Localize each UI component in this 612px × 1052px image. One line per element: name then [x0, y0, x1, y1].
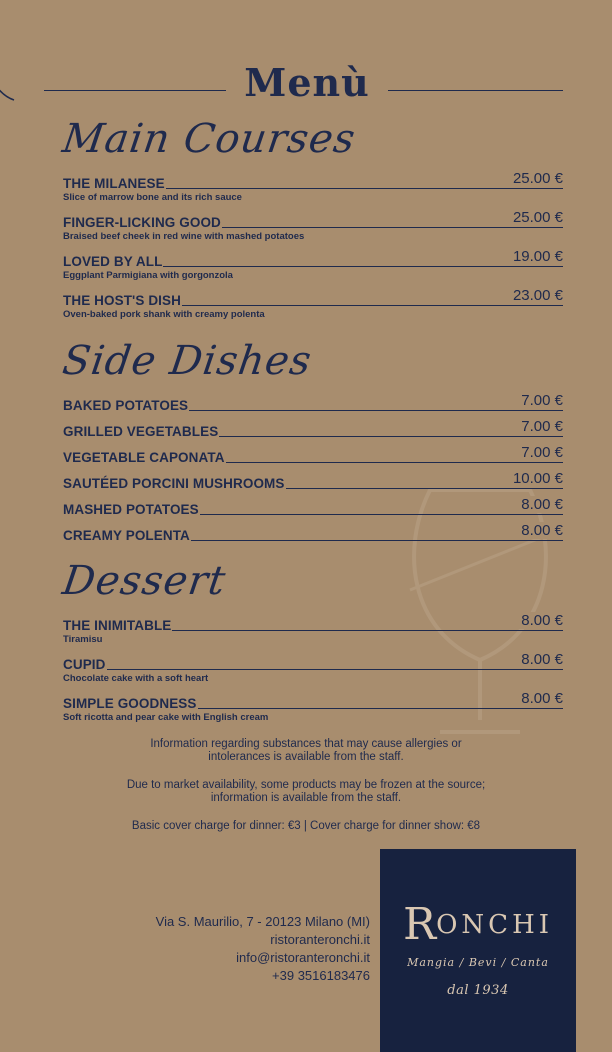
item-name: LOVED BY ALL: [63, 254, 163, 269]
allergen-note-line-2: intolerances is available from the staff.: [208, 751, 404, 763]
item-description: Chocolate cake with a soft heart: [63, 673, 209, 684]
menu-item: [63, 419, 563, 439]
allergen-note: [100, 738, 512, 764]
menu-item: [63, 210, 563, 242]
contact-info: [156, 913, 370, 985]
menu-item: [63, 471, 563, 491]
logo-tagline: Mangia / Bevi / Canta: [407, 956, 549, 969]
menu-item: [63, 652, 563, 684]
item-name: THE INIMITABLE: [63, 618, 172, 633]
menu-item: [63, 171, 563, 203]
item-name: CUPID: [63, 657, 106, 672]
item-price: 8.00 €: [517, 612, 563, 629]
item-name: MASHED POTATOES: [63, 502, 199, 517]
allergen-note-line-1: Information regarding substances that may cause allergies or: [150, 738, 462, 750]
menu-item: [63, 691, 563, 723]
logo-wordmark-rest: ONCHI: [436, 910, 554, 940]
header-rule-right: [388, 90, 563, 91]
item-name: SAUTÉED PORCINI MUSHROOMS: [63, 476, 285, 491]
restaurant-logo: [380, 849, 576, 1052]
menu-item: [63, 613, 563, 645]
menu-title: Menù: [244, 60, 370, 105]
phone-number[interactable]: +39 3516183476: [272, 968, 370, 983]
email-link[interactable]: info@ristoranteronchi.it: [236, 950, 370, 965]
logo-initial: R: [402, 899, 437, 950]
item-price: 8.00 €: [517, 690, 563, 707]
item-price: 10.00 €: [509, 470, 563, 487]
menu-header: [0, 60, 612, 116]
item-name: CREAMY POLENTA: [63, 528, 190, 543]
menu-item: [63, 445, 563, 465]
frozen-note-line-1: Due to market availability, some products may be frozen at the source;: [126, 779, 486, 791]
item-price: 8.00 €: [517, 496, 563, 513]
item-description: Oven-baked pork shank with creamy polenta: [63, 309, 265, 320]
item-price: 7.00 €: [517, 444, 563, 461]
menu-item: [63, 249, 563, 281]
item-price: 7.00 €: [517, 418, 563, 435]
item-price: 23.00 €: [509, 287, 563, 304]
item-name: VEGETABLE CAPONATA: [63, 450, 225, 465]
menu-item: [63, 393, 563, 413]
item-leader-line: [63, 669, 563, 670]
item-name: THE MILANESE: [63, 176, 165, 191]
frozen-note: [100, 779, 512, 805]
header-rule-left: [44, 90, 226, 91]
item-price: 8.00 €: [517, 522, 563, 539]
item-description: Soft ricotta and pear cake with English cream: [63, 712, 269, 723]
item-description: Eggplant Parmigiana with gorgonzola: [63, 270, 233, 281]
item-name: THE HOST'S DISH: [63, 293, 181, 308]
item-name: GRILLED VEGETABLES: [63, 424, 219, 439]
address: Via S. Maurilio, 7 - 20123 Milano (MI): [155, 914, 370, 929]
section-title-main-courses: Main Courses: [59, 116, 359, 162]
item-name: BAKED POTATOES: [63, 398, 189, 413]
cover-charge-note: Basic cover charge for dinner: €3 | Cover charge for dinner show: €8: [131, 820, 481, 832]
item-name: SIMPLE GOODNESS: [63, 696, 197, 711]
menu-notes: [100, 738, 512, 848]
section-title-dessert: Dessert: [59, 558, 229, 604]
menu-item: [63, 523, 563, 543]
item-price: 25.00 €: [509, 209, 563, 226]
menu-item: [63, 497, 563, 517]
menu-item: [63, 288, 563, 320]
item-description: Tiramisu: [63, 634, 103, 645]
item-price: 25.00 €: [509, 170, 563, 187]
frozen-note-line-2: information is available from the staff.: [210, 792, 402, 804]
item-price: 7.00 €: [517, 392, 563, 409]
item-description: Slice of marrow bone and its rich sauce: [63, 192, 242, 203]
logo-wordmark: [380, 899, 576, 950]
logo-since: dal 1934: [447, 983, 509, 998]
section-title-side-dishes: Side Dishes: [59, 338, 315, 384]
item-name: FINGER-LICKING GOOD: [63, 215, 221, 230]
item-price: 8.00 €: [517, 651, 563, 668]
item-description: Braised beef cheek in red wine with mashed potatoes: [63, 231, 305, 242]
website-link[interactable]: ristoranteronchi.it: [270, 932, 370, 947]
item-price: 19.00 €: [509, 248, 563, 265]
